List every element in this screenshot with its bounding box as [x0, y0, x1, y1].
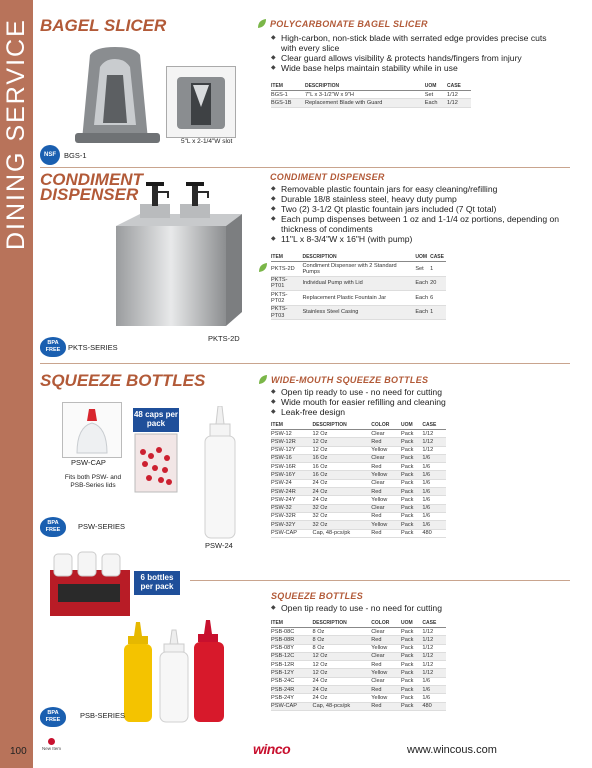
squeeze-section-title: SQUEEZE BOTTLES	[40, 371, 206, 390]
cell: Set	[415, 262, 430, 277]
col-item: ITEM	[271, 83, 305, 91]
cell: 480	[422, 529, 446, 537]
cell: Red	[371, 636, 401, 644]
cell: 24 Oz	[313, 677, 372, 685]
cell: 1/6	[422, 512, 446, 520]
table-row	[271, 99, 471, 107]
cell: Pack	[401, 521, 422, 529]
divider	[40, 167, 570, 168]
cell: Pack	[401, 686, 422, 694]
bullet-item: ◆ Leak-free design	[271, 407, 561, 417]
psw-24-caption: PSW-24	[205, 541, 233, 550]
cell: PSW-32R	[271, 512, 313, 520]
table-row	[271, 479, 446, 487]
cell: PKTS-PT01	[271, 276, 302, 291]
cell: Yellow	[371, 496, 401, 504]
cell: Clear	[371, 677, 401, 685]
cell: PSB-24Y	[271, 694, 313, 702]
cell: 16 Oz	[313, 463, 372, 471]
cell: Yellow	[371, 694, 401, 702]
cell: 1/12	[422, 636, 446, 644]
cell: Pack	[401, 454, 422, 462]
cell: 1/6	[422, 471, 446, 479]
wide-table-body	[271, 430, 446, 538]
cell: 1/12	[447, 91, 471, 99]
wide-spec-table	[271, 422, 446, 538]
cell: PSW-16Y	[271, 471, 313, 479]
cell: PKTS-PT02	[271, 291, 302, 306]
col-uom: UOM	[425, 83, 447, 91]
cell: 6	[430, 291, 446, 306]
bagel-spec-table	[271, 83, 471, 108]
cell: Pack	[401, 529, 422, 537]
col-case: CASE	[422, 620, 446, 628]
bullet-item: ◆ Open tip ready to use - no need for cutting	[271, 603, 561, 613]
cell: Pack	[401, 628, 422, 636]
cell: PSB-08R	[271, 636, 313, 644]
cell: Pack	[401, 677, 422, 685]
bullet-item: ◆ High-carbon, non-stick blade with serrated edge provides precise cuts with every slice	[271, 33, 561, 53]
cell: PSB-08C	[271, 628, 313, 636]
cell: 1/6	[422, 488, 446, 496]
cell: 32 Oz	[313, 504, 372, 512]
cell: Red	[371, 438, 401, 446]
bullet-item: ◆ Wide mouth for easier refilling and cleaning	[271, 397, 561, 407]
divider	[40, 363, 570, 364]
col-case: CASE	[447, 83, 471, 91]
leaf-icon	[258, 262, 268, 273]
caps-pack-badge: 48 caps per pack	[133, 408, 179, 432]
cell: PSW-32Y	[271, 521, 313, 529]
cell: PSW-32	[271, 504, 313, 512]
col-case: CASE	[430, 254, 446, 262]
cell: Pack	[401, 446, 422, 454]
bottles-pack-badge: 6 bottles per pack	[134, 571, 180, 595]
table-row	[271, 305, 446, 320]
table-header-row	[271, 254, 446, 262]
cell: Red	[371, 529, 401, 537]
cell: PSB-08Y	[271, 644, 313, 652]
table-row	[271, 471, 446, 479]
cap-image	[62, 402, 122, 458]
psw-24-bottle-image	[200, 406, 240, 541]
cell: PSW-24R	[271, 488, 313, 496]
col-color: COLOR	[371, 620, 401, 628]
cell: Yellow	[371, 471, 401, 479]
cell: 12 Oz	[313, 446, 372, 454]
cell: PSW-CAP	[271, 529, 313, 537]
bagel-slot-caption: 5"L x 2-1/4"W slot	[181, 138, 233, 145]
bagel-slicer-image	[70, 45, 165, 145]
cell: 1/12	[422, 628, 446, 636]
col-description: DESCRIPTION	[313, 422, 372, 430]
caps-bag-image	[133, 432, 179, 494]
table-row	[271, 446, 446, 454]
cell: Pack	[401, 488, 422, 496]
cell: Each	[425, 99, 447, 107]
cell: Red	[371, 463, 401, 471]
cell: PSB-12C	[271, 652, 313, 660]
col-description: DESCRIPTION	[313, 620, 372, 628]
cell: 16 Oz	[313, 471, 372, 479]
cell: Clear	[371, 430, 401, 438]
cell: BGS-1B	[271, 99, 305, 107]
table-row	[271, 430, 446, 438]
cell: Yellow	[371, 446, 401, 454]
divider	[190, 580, 570, 581]
cell: 8 Oz	[313, 628, 372, 636]
table-row	[271, 512, 446, 520]
condiment-spec-table	[271, 254, 446, 320]
cell: 24 Oz	[313, 488, 372, 496]
table-row	[271, 661, 446, 669]
sidebar-label: DINING SERVICE	[2, 18, 30, 250]
table-row	[271, 636, 446, 644]
col-description: DESCRIPTION	[302, 254, 415, 262]
table-row	[271, 529, 446, 537]
cell: Clear	[371, 652, 401, 660]
cell: Pack	[401, 438, 422, 446]
wide-product-title: WIDE-MOUTH SQUEEZE BOTTLES	[271, 375, 429, 385]
nsf-badge-icon: NSF	[40, 145, 60, 165]
cell: Yellow	[371, 644, 401, 652]
cell: 1/12	[422, 446, 446, 454]
cell: Clear	[371, 454, 401, 462]
cell: PSW-12R	[271, 438, 313, 446]
col-uom: UOM	[401, 422, 422, 430]
cell: 1	[430, 305, 446, 320]
cell: 12 Oz	[313, 430, 372, 438]
cell: 32 Oz	[313, 512, 372, 520]
wide-bullets	[271, 387, 561, 417]
table-row	[271, 496, 446, 504]
cell: Cap, 48-pcs/pk	[313, 529, 372, 537]
cell: Replacement Blade with Guard	[305, 99, 425, 107]
leaf-icon	[258, 374, 268, 385]
cell: 1/6	[422, 479, 446, 487]
table-row	[271, 521, 446, 529]
cell: 1/12	[422, 644, 446, 652]
bagel-bullets	[271, 33, 561, 73]
pkts-series-label: PKTS-SERIES	[68, 343, 118, 352]
cell: 24 Oz	[313, 694, 372, 702]
cell: Pack	[401, 496, 422, 504]
table-row	[271, 262, 446, 277]
new-item-label: New Item	[42, 746, 62, 751]
table-row	[271, 276, 446, 291]
bpa-free-badge-icon: BPA FREE	[40, 517, 66, 537]
cell: 24 Oz	[313, 496, 372, 504]
slot-illustration	[167, 67, 235, 137]
cell: Stainless Steel Casing	[302, 305, 415, 320]
bagel-product-title: POLYCARBONATE BAGEL SLICER	[270, 19, 428, 29]
cell: PSW-12	[271, 430, 313, 438]
cell: 1/12	[422, 652, 446, 660]
cell: Each	[415, 291, 430, 306]
bullet-item: ◆ Clear guard allows visibility & protects hands/fingers from injury	[271, 53, 561, 63]
footer-url[interactable]: www.wincous.com	[407, 744, 497, 756]
cell: 1/6	[422, 463, 446, 471]
bullet-item: ◆ Wide base helps maintain stability while in use	[271, 63, 561, 73]
cell: 1/6	[422, 686, 446, 694]
col-uom: UOM	[401, 620, 422, 628]
table-header-row	[271, 620, 446, 628]
cell: 24 Oz	[313, 479, 372, 487]
bullet-item: ◆ Each pump dispenses between 1 oz and 1-1/4 oz portions, depending on thickness of condiments	[271, 214, 566, 234]
cell: Pack	[401, 504, 422, 512]
table-row	[271, 669, 446, 677]
table-row	[271, 291, 446, 306]
cell: 12 Oz	[313, 652, 372, 660]
table-row	[271, 438, 446, 446]
col-item: ITEM	[271, 620, 313, 628]
cell: 1/12	[422, 669, 446, 677]
bullet-item: ◆ Two (2) 3-1/2 Qt plastic fountain jars included (7 Qt total)	[271, 204, 566, 214]
cell: 1	[430, 262, 446, 277]
condiment-caption: PKTS-2D	[208, 334, 240, 343]
cell: 1/6	[422, 496, 446, 504]
cell: 12 Oz	[313, 661, 372, 669]
winco-logo: winco	[253, 741, 291, 757]
six-pack-bottles-image	[48, 548, 133, 618]
cell: Pack	[401, 669, 422, 677]
cell: Yellow	[371, 669, 401, 677]
cell: 1/6	[422, 677, 446, 685]
bpa-free-badge-icon: BPA FREE	[40, 337, 66, 357]
cell: Set	[425, 91, 447, 99]
squeeze-product-title: SQUEEZE BOTTLES	[271, 591, 364, 601]
cell: Pack	[401, 644, 422, 652]
sidebar	[0, 0, 33, 768]
bullet-item: ◆ Removable plastic fountain jars for easy cleaning/refilling	[271, 184, 566, 194]
cell: 1/12	[422, 661, 446, 669]
cell: Pack	[401, 661, 422, 669]
cell: PSB-12Y	[271, 669, 313, 677]
cell: Replacement Plastic Fountain Jar	[302, 291, 415, 306]
cell: 8 Oz	[313, 644, 372, 652]
table-row	[271, 488, 446, 496]
cell: Cap, 48-pcs/pk	[313, 702, 372, 710]
cell: Pack	[401, 463, 422, 471]
cap-caption: PSW-CAP	[71, 458, 106, 467]
cell: 1/6	[422, 521, 446, 529]
table-row	[271, 91, 471, 99]
table-row	[271, 504, 446, 512]
col-item: ITEM	[271, 254, 302, 262]
cell: PSB-24C	[271, 677, 313, 685]
condiment-bullets	[271, 184, 566, 244]
table-row	[271, 686, 446, 694]
table-row	[271, 677, 446, 685]
cell: Red	[371, 488, 401, 496]
cell: Pack	[401, 430, 422, 438]
cell: 12 Oz	[313, 669, 372, 677]
bullet-item: ◆ Open tip ready to use - no need for cutting	[271, 387, 561, 397]
leaf-icon	[257, 18, 267, 29]
page-number: 100	[10, 746, 27, 757]
cell: Pack	[401, 652, 422, 660]
table-row	[271, 702, 446, 710]
bullet-item: ◆ Durable 18/8 stainless steel, heavy duty pump	[271, 194, 566, 204]
col-color: COLOR	[371, 422, 401, 430]
psb-series-label: PSB-SERIES	[80, 711, 126, 720]
table-row	[271, 694, 446, 702]
cell: 12 Oz	[313, 438, 372, 446]
cell: 1/6	[422, 504, 446, 512]
table-row	[271, 644, 446, 652]
cell: Clear	[371, 504, 401, 512]
cell: PSW-24	[271, 479, 313, 487]
cell: 16 Oz	[313, 454, 372, 462]
cell: 1/6	[422, 694, 446, 702]
cell: 8 Oz	[313, 636, 372, 644]
bagel-caption: BGS-1	[64, 151, 87, 160]
cap-illustration	[63, 403, 121, 457]
cell: Yellow	[371, 521, 401, 529]
cell: Each	[415, 305, 430, 320]
cell: PSW-16R	[271, 463, 313, 471]
table-row	[271, 454, 446, 462]
cell: PSB-24R	[271, 686, 313, 694]
bpa-free-badge-icon: BPA FREE	[40, 707, 66, 727]
col-description: DESCRIPTION	[305, 83, 425, 91]
condiment-dispenser-image	[110, 180, 245, 330]
cell: Clear	[371, 479, 401, 487]
table-row	[271, 463, 446, 471]
cell: Clear	[371, 628, 401, 636]
cell: Each	[415, 276, 430, 291]
cell: 1/12	[422, 430, 446, 438]
table-header-row	[271, 422, 446, 430]
new-item-legend	[42, 738, 61, 751]
cell: Red	[371, 702, 401, 710]
cell: Red	[371, 686, 401, 694]
table-row	[271, 652, 446, 660]
cell: Pack	[401, 479, 422, 487]
cell: 1/12	[447, 99, 471, 107]
cell: Red	[371, 661, 401, 669]
cell: Pack	[401, 694, 422, 702]
cell: 1/12	[422, 438, 446, 446]
squeeze-table-body	[271, 628, 446, 711]
fits-note: Fits both PSW- and PSB-Series lids	[64, 474, 122, 489]
cell: Pack	[401, 512, 422, 520]
squeeze-bullets	[271, 603, 561, 613]
cell: Pack	[401, 636, 422, 644]
cell: Individual Pump with Lid	[302, 276, 415, 291]
table-row	[271, 628, 446, 636]
squeeze-spec-table	[271, 620, 446, 711]
cell: PSW-24Y	[271, 496, 313, 504]
bagel-section-title: BAGEL SLICER	[40, 16, 167, 35]
cell: PKTS-PT03	[271, 305, 302, 320]
cell: Pack	[401, 702, 422, 710]
cell: Red	[371, 512, 401, 520]
cell: PSW-12Y	[271, 446, 313, 454]
cell: PSB-12R	[271, 661, 313, 669]
condiment-section-title-1: CONDIMENT	[40, 170, 143, 189]
cell: 480	[422, 702, 446, 710]
cell: PSW-CAP	[271, 702, 313, 710]
psw-series-label: PSW-SERIES	[78, 522, 125, 531]
cell: 7"L x 3-1/2"W x 9"H	[305, 91, 425, 99]
cell: 1/6	[422, 454, 446, 462]
cell: Condiment Dispenser with 2 Standard Pumps	[302, 262, 415, 277]
col-item: ITEM	[271, 422, 313, 430]
cell: 20	[430, 276, 446, 291]
bagel-slot-image	[166, 66, 236, 138]
squeeze-bottles-image	[120, 620, 230, 725]
bullet-item: ◆ 11"L x 8-3/4"W x 16"H (with pump)	[271, 234, 566, 244]
cell: PSW-16	[271, 454, 313, 462]
new-item-dot-icon	[48, 738, 55, 745]
cell: BGS-1	[271, 91, 305, 99]
col-uom: UOM	[415, 254, 430, 262]
col-case: CASE	[422, 422, 446, 430]
condiment-product-title: CONDIMENT DISPENSER	[270, 172, 385, 182]
table-header-row	[271, 83, 471, 91]
cell: 24 Oz	[313, 686, 372, 694]
condiment-section-title-2: DISPENSER	[40, 185, 139, 204]
cell: Pack	[401, 471, 422, 479]
cell: 32 Oz	[313, 521, 372, 529]
cell: PKTS-2D	[271, 262, 302, 277]
